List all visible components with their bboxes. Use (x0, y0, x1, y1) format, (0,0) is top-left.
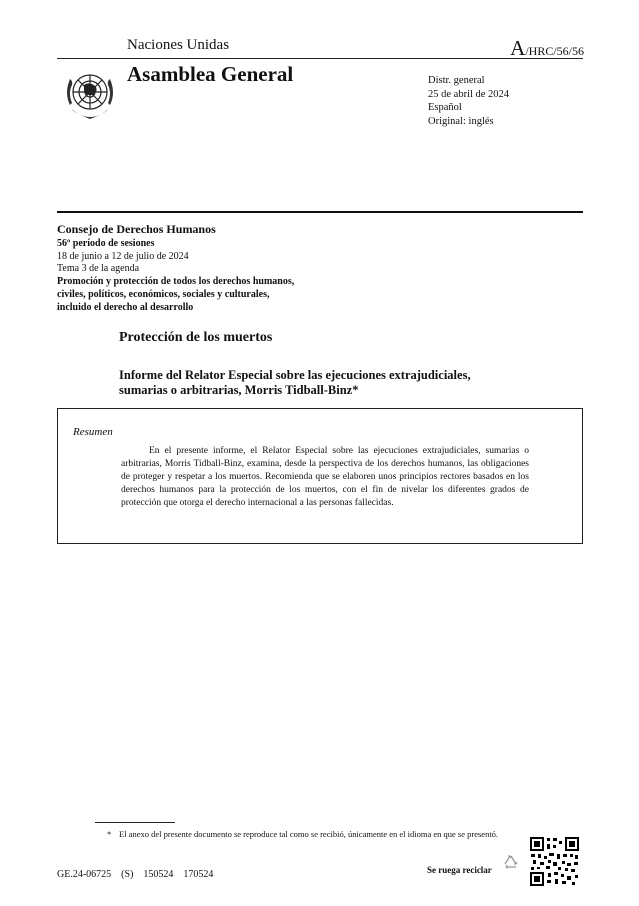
doc-number: GE.24-06725 (57, 869, 112, 880)
report-subtitle (119, 368, 539, 398)
header-rule (57, 58, 583, 59)
organization-name: Naciones Unidas (127, 37, 230, 53)
report-subtitle-line: sumarias o arbitrarias, Morris Tidball-Binz* (119, 383, 359, 397)
print-date: 170524 (183, 869, 214, 880)
session-period: 56º período de sesiones (57, 238, 155, 249)
symbol-rest: /HRC/56/56 (525, 44, 584, 58)
lang-code: (S) (121, 869, 134, 880)
agenda-title-line: incluido el derecho al desarrollo (57, 301, 194, 313)
session-dates: 18 de junio a 12 de julio de 2024 (57, 250, 189, 262)
footnote (107, 828, 507, 841)
distribution-line: Original: inglés (428, 115, 494, 127)
footnote-rule (95, 822, 175, 823)
report-title: Protección de los muertos (119, 330, 273, 345)
footnote-text: El anexo del presente documento se reproduce tal como se recibió, únicamente en el idioma en que se presentó. (119, 829, 499, 839)
qr-code-icon (529, 836, 580, 887)
summary-heading: Resumen (73, 426, 113, 438)
document-number (57, 869, 223, 880)
report-subtitle-line: Informe del Relator Especial sobre las ejecuciones extrajudiciales, (119, 368, 471, 382)
distribution-line: Distr. general (428, 75, 485, 86)
council-name: Consejo de Derechos Humanos (57, 222, 216, 236)
agenda-title-line: Promoción y protección de todos los derechos humanos, (57, 276, 295, 288)
issue-date: 150524 (143, 869, 174, 880)
recycle-icon (500, 853, 522, 875)
recycle-label: Se ruega reciclar (427, 865, 492, 875)
section-rule (57, 211, 583, 213)
distribution-info (428, 74, 509, 128)
un-emblem-icon (60, 65, 120, 123)
assembly-title: Asamblea General (127, 62, 294, 86)
summary-text-block (121, 445, 529, 510)
symbol-prefix: A (510, 36, 526, 60)
footnote-mark: * (107, 829, 112, 839)
distribution-line: 25 de abril de 2024 (428, 88, 510, 100)
agenda-title-line: civiles, políticos, económicos, sociales y culturales, (57, 288, 270, 300)
distribution-line: Español (428, 102, 462, 113)
session-info (57, 238, 294, 314)
summary-text: En el presente informe, el Relator Especial sobre las ejecuciones extrajudiciales, sumarias o arbitrarias, Morris Tidball-Binz, examina, desde la perspectiva de los derechos humanos, las obligaciones de proteger y respetar a los muertos. Recomienda que se elaboren unos principios rectores basados en los derechos humanos para la protección de los muertos, con el fin de nivelar los diferentes grados de protección que otorga el derecho internacional a las personas fallecidas. (121, 446, 529, 508)
agenda-item: Tema 3 de la agenda (57, 263, 140, 275)
